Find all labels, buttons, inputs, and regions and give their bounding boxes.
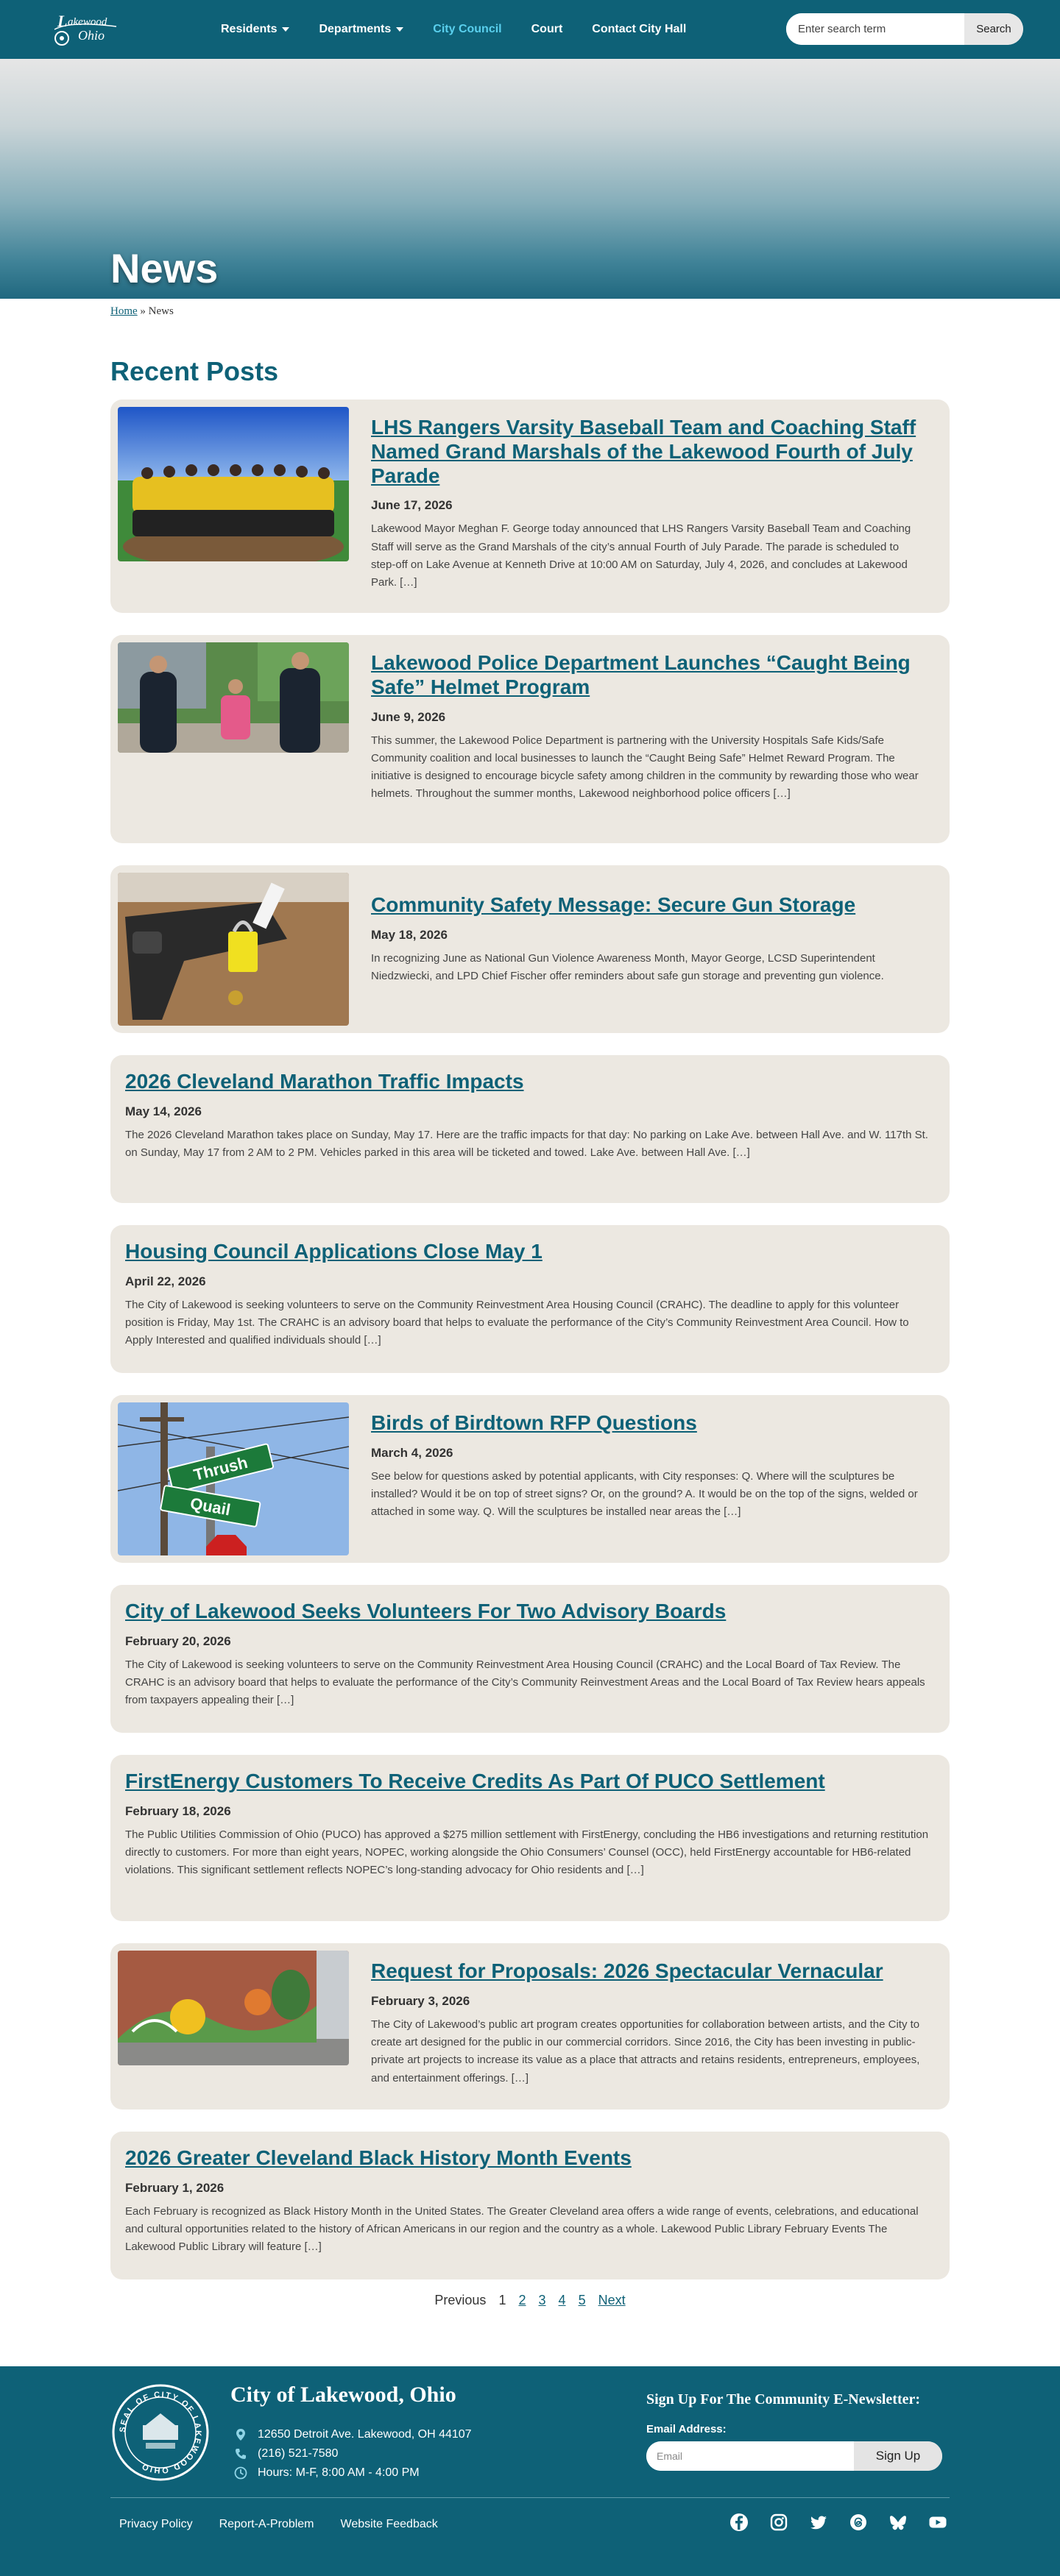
street-sign-photo — [118, 1402, 349, 1555]
baseball-team-photo — [118, 407, 349, 561]
pagination-page[interactable]: 5 — [578, 2293, 586, 2307]
footer-hours-row — [234, 2463, 472, 2483]
facebook-icon[interactable] — [729, 2512, 749, 2533]
chevron-down-icon — [396, 27, 403, 32]
newsletter-form — [646, 2441, 942, 2471]
post-title-link[interactable]: 2026 Cleveland Marathon Traffic Impacts — [125, 1070, 524, 1093]
post-excerpt: Each February is recognized as Black History Month in the United States. The Greater Cleveland area offers a wide range of events, celebrations, and educational and cultural opportunities related to the history of African Americans in our region and the country as a whole. Lakewood Public Library February Events The Lakewood Public Library will feature […] — [125, 2204, 919, 2254]
post-list — [110, 400, 950, 2302]
post-card — [110, 1395, 950, 1563]
footer-address-row — [234, 2425, 472, 2444]
map-pin-icon — [234, 2428, 247, 2441]
post-date: June 17, 2026 — [371, 498, 453, 513]
post-excerpt: The Public Utilities Commission of Ohio (PUCO) has approved a $275 million settlement with FirstEnergy, concluding the HB6 investigations and returning restitution directly to customers. For more than eight years, NOPEC, working alongside the Ohio Consumers’ Counsel (OCC), held FirstEnergy accountable for HB6-related violations. This significant settlement reflects NOPEC’s long-standing advocacy for Ohio residents and […] — [125, 1828, 929, 1877]
footer-links — [119, 2518, 438, 2531]
footer-hours: Hours: M-F, 8:00 AM - 4:00 PM — [258, 2466, 420, 2479]
post-date: June 9, 2026 — [371, 709, 446, 724]
post-body — [118, 1592, 942, 1725]
footer-city-name: City of Lakewood, Ohio — [230, 2382, 456, 2407]
post-excerpt: Lakewood Mayor Meghan F. George today announced that LHS Rangers Varsity Baseball Team and Coaching Staff will serve as the Grand Marshals of the city’s annual Fourth of July Parade. The parade is scheduled to step-off on Lake Avenue at Kenneth Drive at 10:00 AM on Saturday, July 4, 2026, and concludes at Lakewood Park. […] — [371, 522, 911, 589]
youtube-icon[interactable] — [928, 2512, 948, 2533]
site-footer — [0, 2366, 1060, 2576]
nav-residents[interactable]: Residents — [221, 23, 289, 36]
search-button[interactable]: Search — [964, 13, 1023, 45]
post-card — [110, 865, 950, 1033]
search-input[interactable] — [786, 13, 964, 45]
footer-address: 12650 Detroit Ave. Lakewood, OH 44107 — [258, 2428, 472, 2441]
nav-departments[interactable]: Departments — [319, 23, 403, 36]
post-excerpt: The City of Lakewood is seeking volunteers to serve on the Community Reinvestment Area Housing Council (CRAHC). The deadline to apply for this volunteer position is Friday, May 1st. The CRAHC is an advisory board that helps to evaluate the performance of the City’s Community Reinvestment Area Council. How to Apply Interested and qualified individuals should […] — [125, 1298, 909, 1347]
post-title-link[interactable]: FirstEnergy Customers To Receive Credits As Part Of PUCO Settlement — [125, 1770, 825, 1792]
post-card — [110, 1055, 950, 1203]
post-body — [118, 1762, 942, 1914]
pagination-page[interactable]: 2 — [518, 2293, 526, 2307]
svg-text:akewood: akewood — [68, 16, 107, 28]
nav-contact-city-hall[interactable]: Contact City Hall — [592, 23, 687, 35]
post-title-link[interactable]: City of Lakewood Seeks Volunteers For Two Advisory Boards — [125, 1600, 727, 1622]
post-thumbnail[interactable] — [118, 873, 349, 1026]
post-card — [110, 1225, 950, 1373]
breadcrumb — [110, 305, 174, 318]
post-excerpt: The 2026 Cleveland Marathon takes place on Sunday, May 17. Here are the traffic impacts for that day: No parking on Lake Ave. between Hall Ave. and W. 117th St. on Sunday, May 17 from 2 AM to 2 PM. Vehicles parked in this area will be ticketed and towed. Lake Ave. between Hall Ave. […] — [125, 1128, 928, 1160]
breadcrumb-separator: » — [140, 305, 146, 317]
breadcrumb-home[interactable]: Home — [110, 305, 138, 317]
post-card — [110, 635, 950, 843]
chevron-down-icon — [282, 27, 289, 32]
post-body — [118, 1232, 942, 1366]
post-thumbnail[interactable] — [118, 1951, 349, 2065]
post-body — [118, 1062, 942, 1196]
police-officers-photo — [118, 642, 349, 753]
footer-contact-info — [234, 2425, 472, 2483]
post-title-link[interactable]: Request for Proposals: 2026 Spectacular Vernacular — [371, 1959, 883, 1982]
gun-lock-photo — [118, 873, 349, 1026]
post-excerpt: This summer, the Lakewood Police Department is partnering with the University Hospitals Safe Kids/Safe Community coalition and local businesses to launch the “Caught Being Safe” Helmet Reward Program. The initiative is designed to encourage bicycle safety among children in the community by rewarding those who wear helmets. Throughout the summer months, Lakewood neighborhood police officers […] — [371, 734, 919, 801]
svg-text:Ohio: Ohio — [78, 28, 105, 43]
search-form — [786, 13, 1023, 45]
post-thumbnail[interactable] — [118, 407, 349, 561]
city-logo[interactable] — [49, 6, 122, 53]
post-date: April 22, 2026 — [125, 1274, 206, 1288]
svg-text:L: L — [57, 12, 68, 30]
post-body — [371, 407, 942, 606]
post-title-link[interactable]: Birds of Birdtown RFP Questions — [371, 1411, 697, 1434]
phone-icon — [234, 2447, 247, 2460]
post-body — [371, 1402, 942, 1555]
newsletter-title: Sign Up For The Community E-Newsletter: — [646, 2391, 921, 2408]
post-excerpt: In recognizing June as National Gun Violence Awareness Month, Mayor George, LCSD Superintendent Niedzwiecki, and LPD Chief Fischer offer reminders about safe gun storage and preventing gun violence. — [371, 951, 884, 983]
post-date: February 1, 2026 — [125, 2180, 225, 2195]
pagination-current-page: 1 — [498, 2293, 506, 2307]
pagination-page[interactable]: 3 — [538, 2293, 546, 2307]
hero-banner — [0, 59, 1060, 299]
newsletter-signup-button[interactable]: Sign Up — [854, 2441, 942, 2471]
instagram-icon[interactable] — [768, 2512, 789, 2533]
mural-photo — [118, 1951, 349, 2065]
street-sign-text-top: Thrush — [191, 1452, 250, 1485]
footer-link-website-feedback[interactable]: Website Feedback — [340, 2518, 438, 2530]
nav-city-council[interactable]: City Council — [433, 23, 502, 35]
main-menu — [221, 0, 686, 59]
post-title-link[interactable]: 2026 Greater Cleveland Black History Month Events — [125, 2146, 632, 2169]
post-card — [110, 400, 950, 613]
post-date: February 3, 2026 — [371, 1993, 470, 2008]
breadcrumb-current: News — [148, 305, 174, 317]
twitter-icon[interactable] — [808, 2512, 829, 2533]
post-card — [110, 1755, 950, 1921]
page-title: News — [110, 245, 219, 291]
city-seal-icon — [110, 2382, 211, 2483]
pagination — [0, 2293, 1060, 2308]
post-body — [371, 1951, 942, 2102]
post-card — [110, 1585, 950, 1733]
bluesky-icon[interactable] — [888, 2512, 908, 2533]
footer-link-report-a-problem[interactable]: Report-A-Problem — [219, 2518, 314, 2530]
newsletter-email-label: Email Address: — [646, 2423, 727, 2435]
footer-phone[interactable]: (216) 521-7580 — [258, 2447, 339, 2460]
post-thumbnail[interactable] — [118, 1402, 349, 1555]
post-title-link[interactable]: Housing Council Applications Close May 1 — [125, 1240, 543, 1263]
post-card — [110, 2132, 950, 2279]
post-date: May 14, 2026 — [125, 1104, 202, 1118]
street-sign-text-bottom: Quail — [188, 1494, 233, 1519]
top-nav — [0, 0, 1060, 59]
pagination-next[interactable]: Next — [598, 2293, 626, 2307]
section-title: Recent Posts — [110, 356, 279, 386]
pagination-page[interactable]: 4 — [558, 2293, 566, 2307]
post-date: February 20, 2026 — [125, 1633, 231, 1648]
post-excerpt: The City of Lakewood’s public art program creates opportunities for collaboration between artists, and the City to create art designed for the public in our commercial corridors. Since 2016, the City has been investing in public-private art projects to increase its value as a place that attracts and retains residents, entrepreneurs, employees, and entertainment offerings. […] — [371, 2018, 920, 2084]
nav-court[interactable]: Court — [531, 23, 563, 35]
post-body — [371, 642, 942, 836]
footer-link-privacy-policy[interactable]: Privacy Policy — [119, 2518, 193, 2530]
footer-phone-row — [234, 2444, 472, 2463]
post-card — [110, 1943, 950, 2110]
post-body — [371, 873, 942, 1026]
threads-icon[interactable] — [848, 2512, 869, 2533]
post-date: May 18, 2026 — [371, 927, 448, 942]
post-date: February 18, 2026 — [125, 1803, 231, 1818]
post-title-link[interactable]: Community Safety Message: Secure Gun Storage — [371, 893, 856, 916]
clock-icon — [234, 2466, 247, 2480]
post-date: March 4, 2026 — [371, 1445, 453, 1460]
footer-divider — [110, 2497, 950, 2498]
post-title-link[interactable]: Lakewood Police Department Launches “Caught Being Safe” Helmet Program — [371, 651, 911, 698]
post-thumbnail[interactable] — [118, 642, 349, 753]
post-excerpt: The City of Lakewood is seeking volunteers to serve on the Community Reinvestment Area Housing Council (CRAHC) and the Local Board of Tax Review. The CRAHC is an advisory board that helps to evaluate the performance of the City’s Community Reinvestment Areas and the Local Board of Tax Review hears appeals from taxpayers appealing their […] — [125, 1658, 925, 1707]
post-title-link[interactable]: LHS Rangers Varsity Baseball Team and Coaching Staff Named Grand Marshals of the Lakewood Fourth of July Parade — [371, 416, 916, 487]
social-links — [729, 2512, 948, 2533]
newsletter-email-input[interactable] — [646, 2441, 854, 2471]
pagination-previous[interactable]: Previous — [434, 2293, 487, 2307]
post-body — [118, 2139, 942, 2272]
seal-text: SEAL OF CITY OF LAKEWOOD OHIO — [118, 2390, 203, 2475]
post-excerpt: See below for questions asked by potential applicants, with City responses: Q. Where will the sculptures be installed? Would it be on top of street signs? Or, on the ground? A. It would be on the top of the signs, welded or attached in some way. Q. Will the sculptures be installed near areas the […] — [371, 1469, 918, 1519]
